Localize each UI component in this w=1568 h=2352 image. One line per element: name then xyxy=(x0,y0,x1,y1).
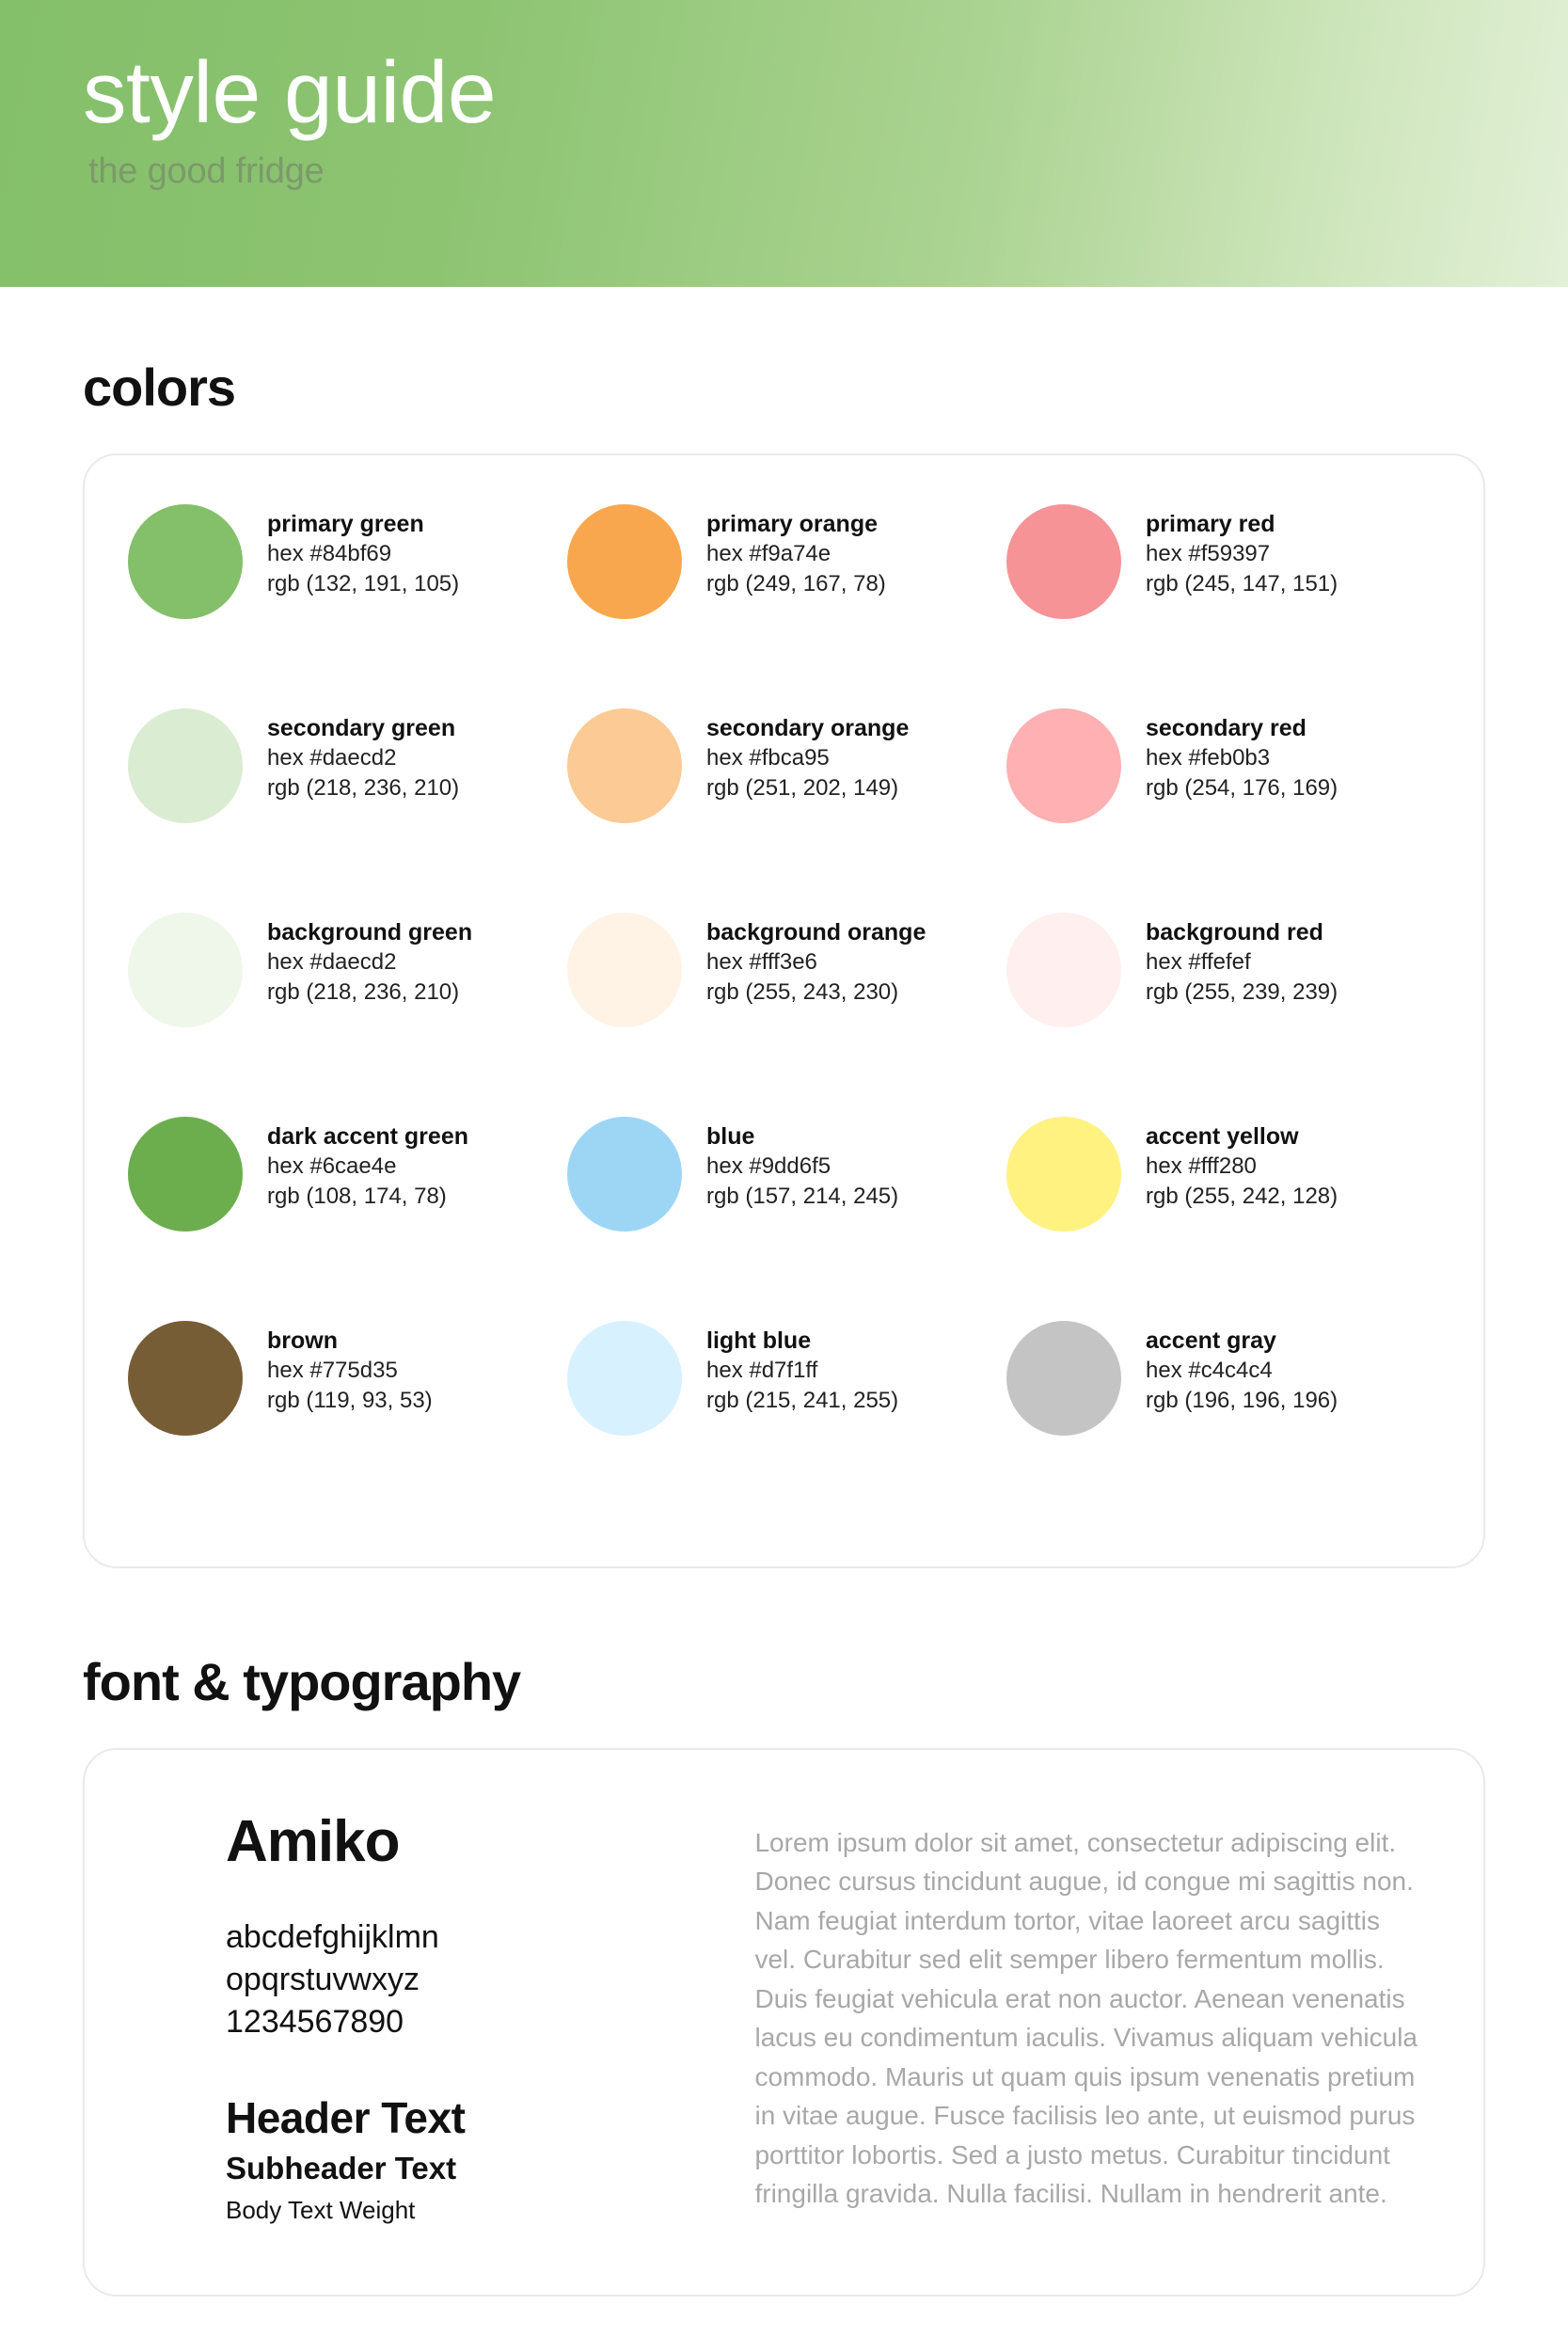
color-rgb: rgb (218, 236, 210) xyxy=(267,978,460,1005)
color-hex: hex #fff3e6 xyxy=(706,949,817,976)
color-swatch xyxy=(128,705,567,909)
color-dot xyxy=(1006,1117,1121,1232)
color-name: accent gray xyxy=(1146,1327,1276,1354)
color-name: secondary green xyxy=(267,715,456,741)
color-rgb: rgb (255, 242, 128) xyxy=(1146,1183,1338,1209)
color-dot xyxy=(1006,1321,1121,1436)
colors-section-heading: colors xyxy=(83,358,236,417)
color-info xyxy=(1121,909,1338,1008)
color-swatch xyxy=(128,1317,567,1521)
color-hex: hex #daecd2 xyxy=(267,949,397,976)
color-hex: hex #d7f1ff xyxy=(706,1358,818,1384)
color-hex: hex #f9a74e xyxy=(706,541,832,567)
color-name: background green xyxy=(267,919,473,946)
color-hex: hex #feb0b3 xyxy=(1146,745,1271,771)
color-info xyxy=(1121,1317,1338,1416)
color-dot xyxy=(1006,504,1121,619)
color-rgb: rgb (255, 239, 239) xyxy=(1146,978,1338,1005)
lorem-ipsum-text: Lorem ipsum dolor sit amet, consectetur adipiscing elit. Donec cursus tincidunt augue, id congue mi sagittis non. Nam feugiat interdum tortor, vitae laoreet arcu sagittis vel. Curabitur sed elit semper libero fermentum mollis. Duis feugiat vehicula erat non auctor. Aenean venenatis lacus eu condimentum iaculis. Vivamus aliquam vehicula commodo. Mauris ut quam quis ipsum venenatis pretium in vitae augue. Fusce facilisis leo ante, ut euismod purus porttitor lobortis. Sed a justo metus. Curabitur tincidunt fringilla gravida. Nulla facilisi. Nullam in hendrerit ante. xyxy=(754,1828,1418,2208)
color-dot xyxy=(128,708,243,823)
color-dot xyxy=(128,1321,243,1436)
color-info xyxy=(1121,705,1338,803)
color-swatch xyxy=(128,909,567,1113)
color-name: primary green xyxy=(267,511,424,537)
color-dot xyxy=(567,1321,682,1436)
color-info xyxy=(243,705,459,803)
color-dot xyxy=(1006,913,1121,1027)
color-info xyxy=(243,501,459,599)
typography-specimen xyxy=(141,1808,745,2225)
color-rgb: rgb (157, 214, 245) xyxy=(706,1183,899,1209)
typography-content xyxy=(85,1750,1483,2295)
alphabet-lowercase-line-1: abcdefghijklmn xyxy=(226,1919,439,1955)
page-header-banner xyxy=(0,0,1568,287)
color-hex: hex #fbca95 xyxy=(706,745,830,771)
color-rgb: rgb (255, 243, 230) xyxy=(706,978,899,1005)
color-swatch xyxy=(1006,705,1446,909)
colors-card xyxy=(83,453,1485,1568)
color-name: primary orange xyxy=(706,511,879,537)
color-name: background orange xyxy=(706,919,927,946)
color-hex: hex #daecd2 xyxy=(267,745,397,771)
font-family-name: Amiko xyxy=(226,1809,400,1874)
color-dot xyxy=(567,708,682,823)
typography-paragraph-sample xyxy=(745,1808,1427,2225)
color-name: primary red xyxy=(1146,511,1275,537)
color-rgb: rgb (196, 196, 196) xyxy=(1146,1387,1338,1413)
color-swatch xyxy=(1006,909,1446,1113)
color-swatch xyxy=(567,1317,1006,1521)
color-info xyxy=(682,909,926,1008)
color-info xyxy=(1121,1113,1338,1212)
color-swatch xyxy=(567,909,1006,1113)
color-hex: hex #84bf69 xyxy=(267,541,392,567)
color-swatch-grid xyxy=(85,455,1483,1566)
color-swatch xyxy=(1006,1113,1446,1317)
subheader-text-sample: Subheader Text xyxy=(226,2150,457,2185)
color-rgb: rgb (215, 241, 255) xyxy=(706,1387,899,1413)
color-name: brown xyxy=(267,1327,338,1354)
color-info xyxy=(682,501,886,599)
color-dot xyxy=(567,913,682,1027)
color-info xyxy=(243,909,472,1008)
color-hex: hex #f59397 xyxy=(1146,541,1271,567)
color-hex: hex #ffefef xyxy=(1146,949,1251,976)
color-dot xyxy=(567,504,682,619)
color-swatch xyxy=(567,1113,1006,1317)
color-name: light blue xyxy=(706,1327,812,1354)
color-name: blue xyxy=(706,1123,755,1150)
color-rgb: rgb (108, 174, 78) xyxy=(267,1183,447,1209)
color-rgb: rgb (251, 202, 149) xyxy=(706,774,899,801)
alphabet-lowercase-line-2: opqrstuvwxyz xyxy=(226,1961,420,1997)
color-info xyxy=(243,1317,433,1416)
color-info xyxy=(1121,501,1338,599)
color-swatch xyxy=(567,501,1006,705)
color-info xyxy=(243,1113,468,1212)
color-swatch xyxy=(1006,1317,1446,1521)
color-dot xyxy=(128,1117,243,1232)
color-rgb: rgb (218, 236, 210) xyxy=(267,774,460,801)
color-rgb: rgb (132, 191, 105) xyxy=(267,570,460,596)
color-hex: hex #fff280 xyxy=(1146,1153,1257,1180)
color-hex: hex #6cae4e xyxy=(267,1153,397,1180)
color-name: secondary red xyxy=(1146,715,1307,741)
color-info xyxy=(682,1317,898,1416)
color-name: secondary orange xyxy=(706,715,910,741)
typography-section-heading: font & typography xyxy=(83,1652,521,1711)
color-name: dark accent green xyxy=(267,1123,468,1150)
body-text-sample: Body Text Weight xyxy=(226,2195,416,2224)
color-info xyxy=(682,705,909,803)
color-hex: hex #775d35 xyxy=(267,1358,398,1384)
color-swatch xyxy=(567,705,1006,909)
color-swatch xyxy=(128,1113,567,1317)
color-swatch xyxy=(1006,501,1446,705)
color-dot xyxy=(128,504,243,619)
color-rgb: rgb (249, 167, 78) xyxy=(706,570,886,596)
color-rgb: rgb (119, 93, 53) xyxy=(267,1387,433,1413)
color-rgb: rgb (254, 176, 169) xyxy=(1146,774,1338,801)
color-name: background red xyxy=(1146,919,1323,946)
color-hex: hex #c4c4c4 xyxy=(1146,1358,1273,1384)
color-swatch xyxy=(128,501,567,705)
numerals-line: 1234567890 xyxy=(226,2003,404,2040)
page-title: style guide xyxy=(83,43,497,141)
typography-card xyxy=(83,1748,1485,2296)
color-dot xyxy=(1006,708,1121,823)
color-hex: hex #9dd6f5 xyxy=(706,1153,832,1180)
color-rgb: rgb (245, 147, 151) xyxy=(1146,570,1338,596)
color-dot xyxy=(128,913,243,1027)
color-info xyxy=(682,1113,898,1212)
color-dot xyxy=(567,1117,682,1232)
color-name: accent yellow xyxy=(1146,1123,1299,1150)
page-subtitle: the good fridge xyxy=(88,151,325,191)
header-text-sample: Header Text xyxy=(226,2092,466,2142)
